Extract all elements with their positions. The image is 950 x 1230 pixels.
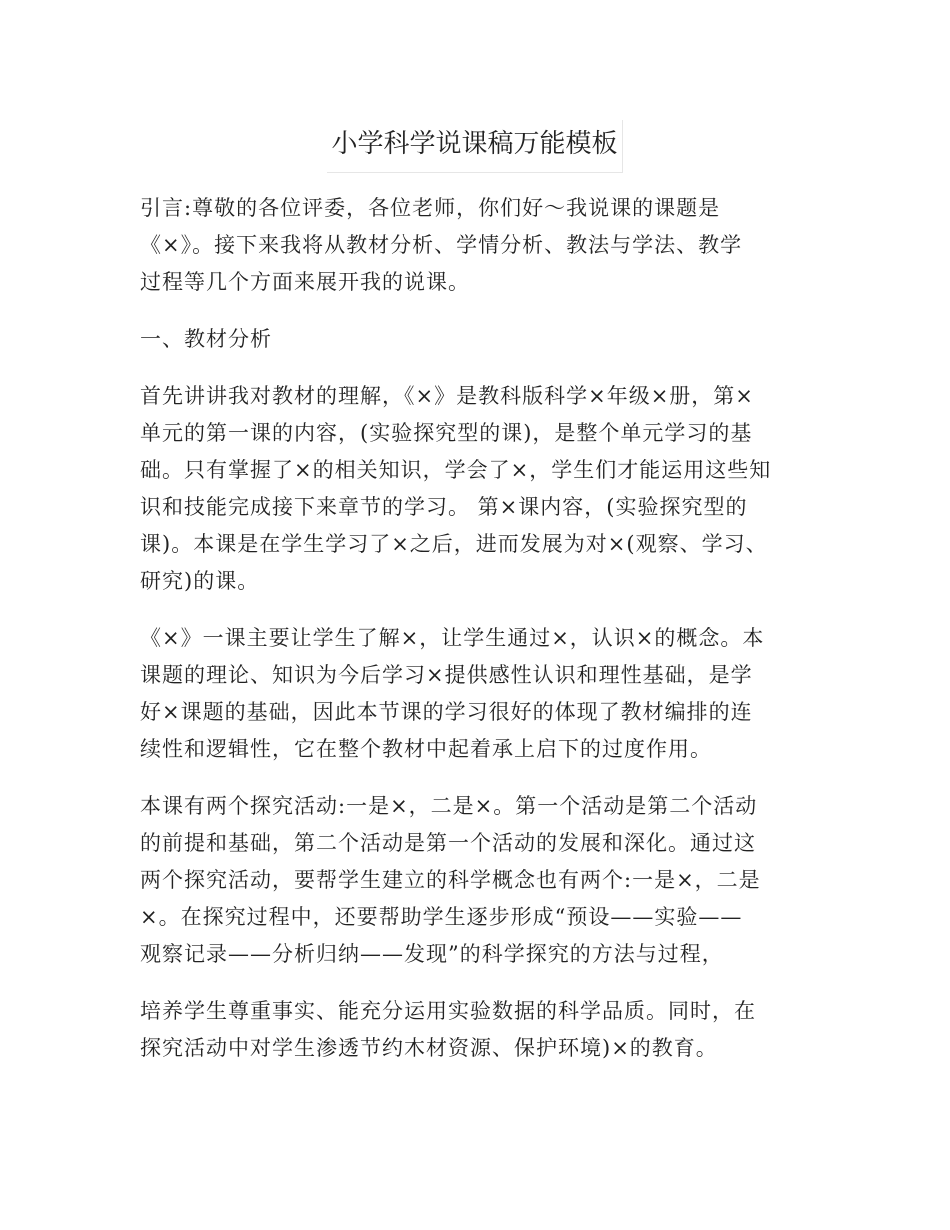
text-line: 续性和逻辑性，它在整个教材中起着承上启下的过度作用。 xyxy=(140,737,712,761)
text-line: 引言:尊敬的各位评委，各位老师，你们好～我说课的课题是 xyxy=(140,196,721,220)
text-line: 单元的第一课的内容，(实验探究型的课)，是整个单元学习的基 xyxy=(140,421,753,445)
document-body xyxy=(140,190,822,1087)
paragraph-lesson-content xyxy=(140,620,822,768)
text-line: 培养学生尊重事实、能充分运用实验数据的科学品质。同时，在 xyxy=(140,999,756,1023)
paragraph-intro xyxy=(140,190,822,301)
text-line: 观察记录——分析归纳——发现”的科学探究的方法与过程， xyxy=(140,942,724,966)
text-line: 《×》一课主要让学生了解×，让学生通过×，认识×的概念。本 xyxy=(140,626,765,650)
text-line: 好×课题的基础，因此本节课的学习很好的体现了教材编排的连 xyxy=(140,700,753,724)
title-container xyxy=(0,120,950,173)
text-line: 首先讲讲我对教材的理解，《×》是教科版科学×年级×册，第× xyxy=(140,384,754,408)
document-title: 小学科学说课稿万能模板 xyxy=(327,120,622,173)
text-line: 课)。本课是在学生学习了×之后，进而发展为对×(观察、学习、 xyxy=(140,532,768,556)
text-line: 的前提和基础，第二个活动是第一个活动的发展和深化。通过这 xyxy=(140,831,756,855)
text-line: ×。在探究过程中，还要帮助学生逐步形成“预设——实验—— xyxy=(140,905,743,929)
text-line: 探究活动中对学生渗透节约木材资源、保护环境)×的教育。 xyxy=(140,1036,718,1060)
text-line: 课题的理论、知识为今后学习×提供感性认识和理性基础，是学 xyxy=(140,663,753,687)
text-line: 过程等几个方面来展开我的说课。 xyxy=(140,270,470,294)
paragraph-textbook-understanding xyxy=(140,378,822,600)
text-line: 本课有两个探究活动:一是×，二是×。第一个活动是第二个活动 xyxy=(140,794,758,818)
heading-line: 一、教材分析 xyxy=(140,327,272,351)
paragraph-activities xyxy=(140,788,822,973)
text-line: 研究)的课。 xyxy=(140,569,260,593)
text-line: 识和技能完成接下来章节的学习。 第×课内容，(实验探究型的 xyxy=(140,495,748,519)
text-line: 两个探究活动，要帮学生建立的科学概念也有两个:一是×，二是 xyxy=(140,868,761,892)
text-line: 《×》。接下来我将从教材分析、学情分析、教法与学法、教学 xyxy=(140,233,743,257)
text-line: 础。只有掌握了×的相关知识，学会了×，学生们才能运用这些知 xyxy=(140,458,772,482)
paragraph-qualities xyxy=(140,993,822,1067)
section-heading xyxy=(140,321,822,358)
